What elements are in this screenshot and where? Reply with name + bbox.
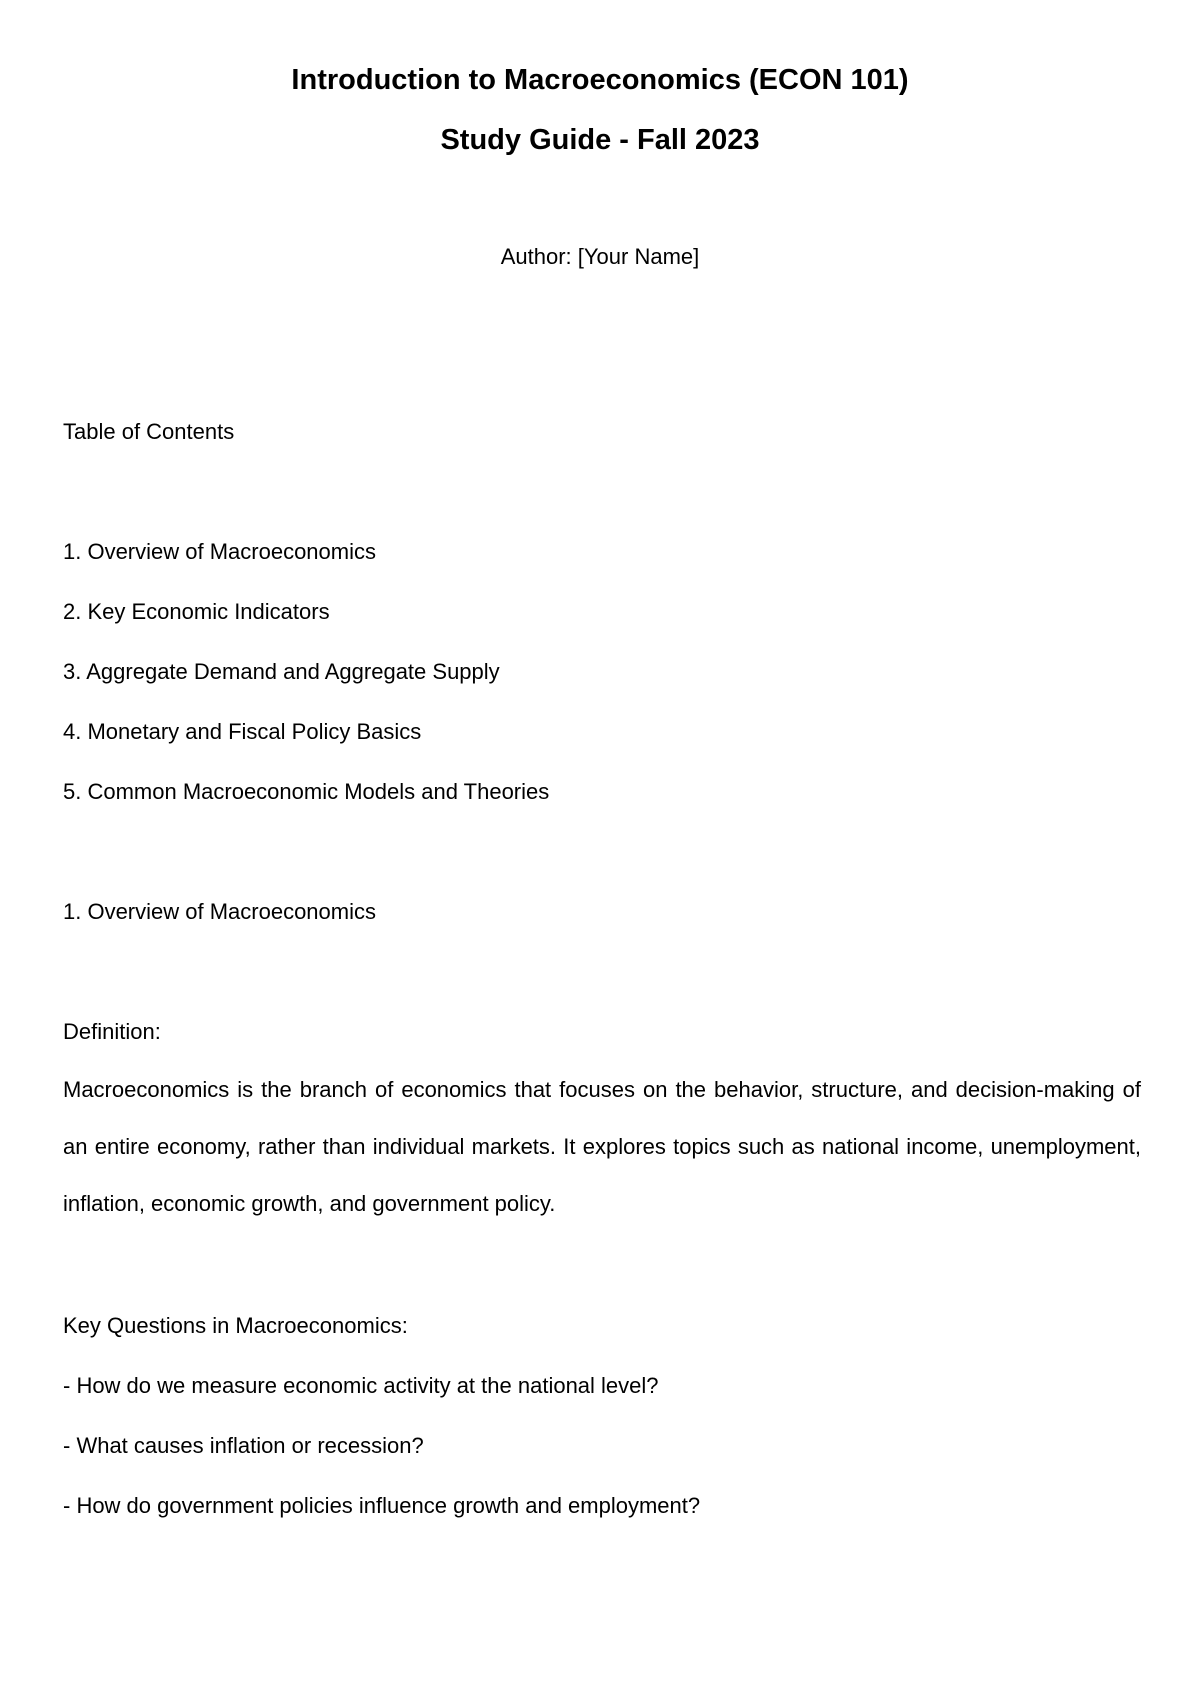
section-heading: 1. Overview of Macroeconomics bbox=[63, 899, 376, 924]
key-questions-label: Key Questions in Macroeconomics: bbox=[63, 1313, 408, 1338]
key-question-item: - How do government policies influence growth and employment? bbox=[63, 1493, 701, 1518]
toc-item: 1. Overview of Macroeconomics bbox=[63, 539, 376, 564]
toc-item: 3. Aggregate Demand and Aggregate Supply bbox=[63, 659, 500, 684]
key-question-item: - How do we measure economic activity at the national level? bbox=[63, 1373, 659, 1398]
toc-heading: Table of Contents bbox=[63, 419, 235, 444]
toc-item: 2. Key Economic Indicators bbox=[63, 599, 330, 624]
document-title: Introduction to Macroeconomics (ECON 101) bbox=[291, 64, 909, 96]
toc-item: 4. Monetary and Fiscal Policy Basics bbox=[63, 719, 422, 744]
author-line: Author: [Your Name] bbox=[500, 244, 700, 269]
key-question-item: - What causes inflation or recession? bbox=[63, 1433, 424, 1458]
definition-label: Definition: bbox=[63, 1019, 161, 1044]
document-subtitle: Study Guide - Fall 2023 bbox=[440, 124, 760, 156]
toc-item: 5. Common Macroeconomic Models and Theories bbox=[63, 779, 550, 804]
definition-paragraph: Macroeconomics is the branch of economics that focuses on the behavior, structure, and decision-making of an entire economy, rather than individual markets. It explores topics such as national income, unemployment, inflation, economic growth, and government policy. bbox=[63, 1077, 1141, 1216]
